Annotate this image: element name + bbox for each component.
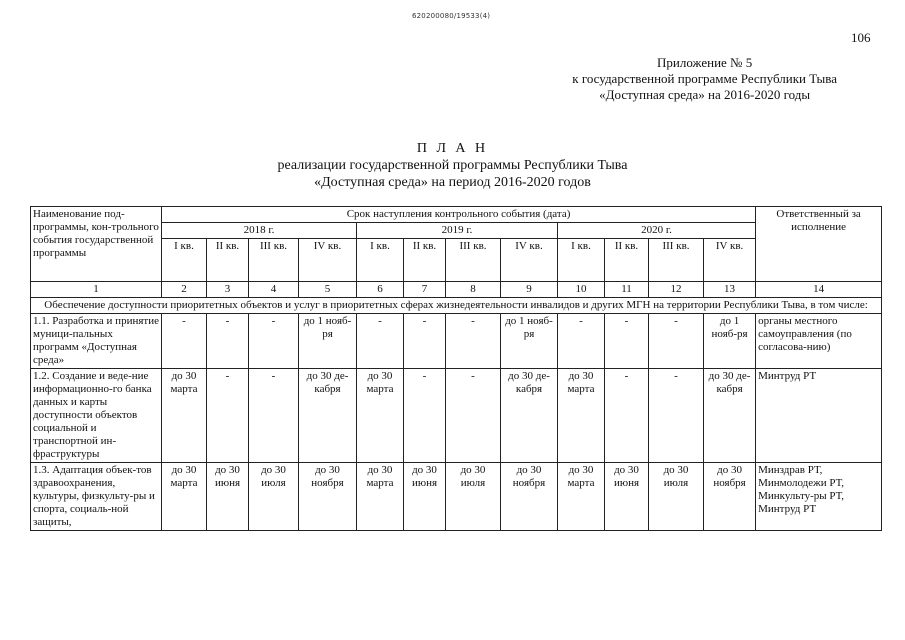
title-line-3: «Доступная среда» на период 2016-2020 годов [314,175,591,190]
page-number: 106 [851,30,871,45]
row-name: 1.1. Разработка и принятие муници-пальных программ «Доступная среда» [31,314,162,369]
appendix-line-3: «Доступная среда» на 2016-2020 годы [599,87,811,102]
row-cell: до 30 марта [162,463,207,531]
column-number: 3 [207,282,249,298]
row-cell: до 30 марта [162,369,207,463]
row-cell: до 30 ноября [501,463,558,531]
header-quarter: IV кв. [299,239,357,282]
title-line-2: реализации государственной программы Республики Тыва [277,158,628,173]
column-number: 6 [357,282,404,298]
row-cell: до 1 нояб-ря [299,314,357,369]
row-cell: - [249,369,299,463]
plan-table [30,206,882,531]
header-quarter: I кв. [558,239,605,282]
appendix-line-2: к государственной программе Республики Тыва [572,71,837,86]
row-responsible: Минздрав РТ, Минмолодежи РТ, Минкульту-ры РТ, Минтруд РТ [756,463,882,531]
column-number: 12 [649,282,704,298]
header-year-2020: 2020 г. [558,223,756,239]
row-cell: - [649,369,704,463]
table-row [31,369,882,463]
row-cell: до 30 июня [605,463,649,531]
row-cell: до 30 де-кабря [501,369,558,463]
header-year-2018: 2018 г. [162,223,357,239]
table-header [31,207,882,298]
row-name: 1.3. Адаптация объек-тов здравоохранения, культуры, физкульту-ры и спорта, социаль-ной защиты, [31,463,162,531]
row-cell: - [207,369,249,463]
row-cell: до 30 марта [558,463,605,531]
row-cell: до 30 июля [446,463,501,531]
row-responsible: Минтруд РТ [756,369,882,463]
column-number: 4 [249,282,299,298]
column-number: 9 [501,282,558,298]
header-name: Наименование под-программы, кон-трольного события государственной программы [31,207,162,282]
column-number: 1 [31,282,162,298]
row-cell: до 30 июня [404,463,446,531]
row-cell: до 30 марта [357,463,404,531]
header-responsible: Ответственный за исполнение [756,207,882,282]
column-number: 11 [605,282,649,298]
header-quarter: IV кв. [501,239,558,282]
header-quarter: II кв. [605,239,649,282]
row-cell: до 30 марта [558,369,605,463]
row-cell: до 30 ноября [299,463,357,531]
document-stamp: 620200080/19533(4) [412,12,491,20]
row-cell: - [605,369,649,463]
row-cell: - [446,369,501,463]
row-cell: - [162,314,207,369]
row-name: 1.2. Создание и веде-ние информационно-го банка данных и карты доступности объектов социальной и транспортной ин-фраструктуры [31,369,162,463]
row-cell: - [357,314,404,369]
header-quarter: III кв. [446,239,501,282]
column-number: 14 [756,282,882,298]
row-cell: до 30 июля [249,463,299,531]
table-row [31,463,882,531]
header-quarter: III кв. [249,239,299,282]
row-cell: - [404,369,446,463]
header-quarter: II кв. [207,239,249,282]
column-number: 13 [704,282,756,298]
section-title: Обеспечение доступности приоритетных объектов и услуг в приоритетных сферах жизнедеятельности инвалидов и других МГН на территории Республики Тыва, в том числе: [31,298,882,314]
appendix-line-1: Приложение № 5 [657,55,753,70]
header-quarter: II кв. [404,239,446,282]
row-cell: - [446,314,501,369]
column-number: 5 [299,282,357,298]
header-quarter: IV кв. [704,239,756,282]
row-cell: до 30 де-кабря [299,369,357,463]
row-cell: до 30 июля [649,463,704,531]
column-number: 8 [446,282,501,298]
column-number: 2 [162,282,207,298]
header-column-numbers [31,282,882,298]
header-year-2019: 2019 г. [357,223,558,239]
row-cell: - [649,314,704,369]
row-cell: - [249,314,299,369]
header-deadline: Срок наступления контрольного события (дата) [162,207,756,223]
appendix-block [572,55,837,103]
row-cell: до 30 марта [357,369,404,463]
row-cell: до 1 нояб-ря [501,314,558,369]
column-number: 7 [404,282,446,298]
header-quarter: I кв. [162,239,207,282]
header-quarter: III кв. [649,239,704,282]
row-cell: до 30 де-кабря [704,369,756,463]
section-row [31,298,882,314]
row-responsible: органы местного самоуправления (по согласова-нию) [756,314,882,369]
column-number: 10 [558,282,605,298]
row-cell: - [605,314,649,369]
row-cell: - [207,314,249,369]
row-cell: - [558,314,605,369]
table-body [31,298,882,531]
header-quarter: I кв. [357,239,404,282]
title-plan: П Л А Н [416,141,489,156]
row-cell: до 30 ноября [704,463,756,531]
row-cell: до 1 нояб-ря [704,314,756,369]
row-cell: до 30 июня [207,463,249,531]
row-cell: - [404,314,446,369]
table-row [31,314,882,369]
document-title [0,140,905,191]
